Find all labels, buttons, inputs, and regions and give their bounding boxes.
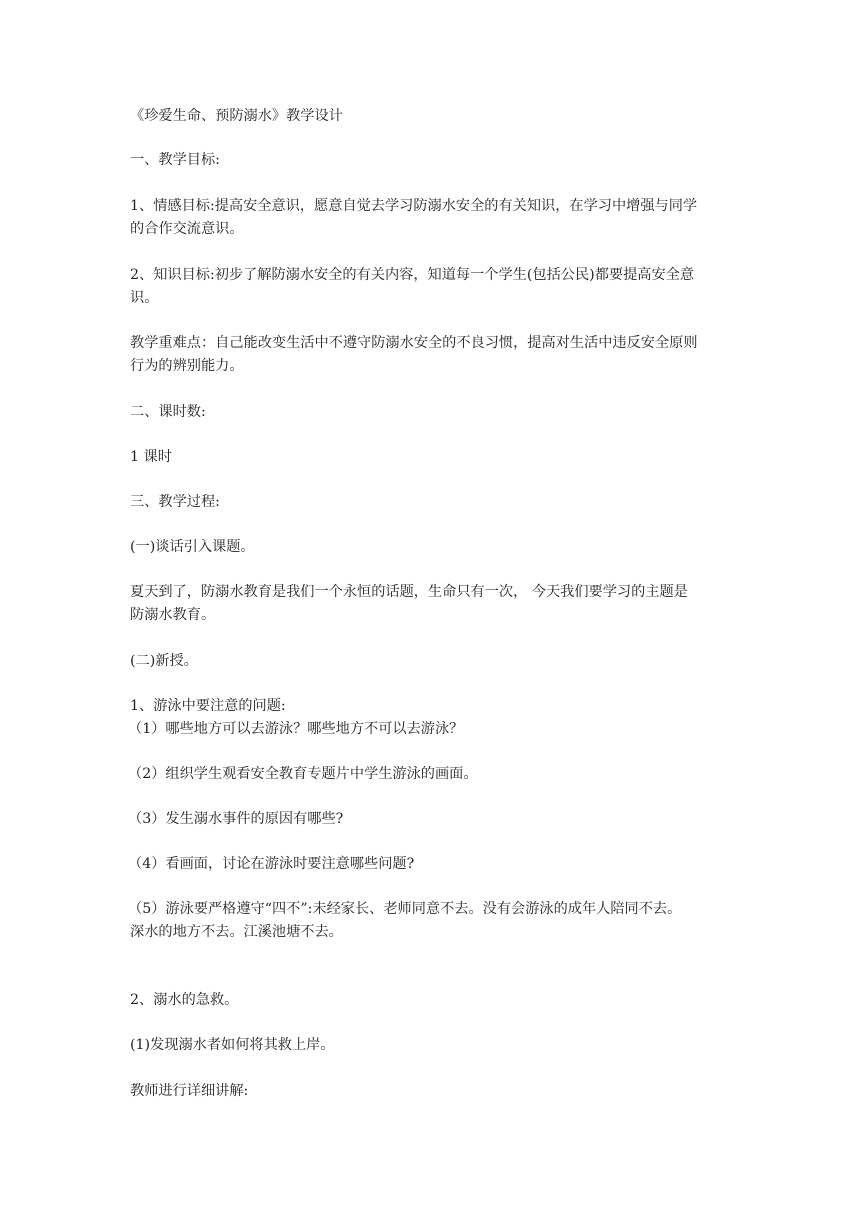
document-title: 《珍爱生命、预防溺水》教学设计	[130, 108, 343, 124]
swim-question-5-line1: （5）游泳要严格遵守“四不”:未经家长、老师同意不去。没有会游泳的成年人陪同不去。	[128, 901, 682, 917]
key-points-line1: 教学重难点：自己能改变生活中不遵守防溺水安全的不良习惯，提高对生活中违反安全原则	[130, 335, 698, 351]
new-lesson-heading: (二)新授。	[130, 653, 198, 669]
intro-heading: (一)谈话引入课题。	[130, 539, 255, 555]
hours-value: 1 课时	[130, 449, 172, 465]
goal1-line2: 的合作交流意识。	[130, 221, 244, 237]
swim-heading: 1、游泳中要注意的问题:	[130, 698, 286, 714]
teacher-note: 教师进行详细讲解:	[130, 1083, 249, 1099]
swim-question-2: （2）组织学生观看安全教育专题片中学生游泳的画面。	[128, 766, 478, 782]
rescue-heading: 2、溺水的急救。	[130, 992, 239, 1008]
key-points-line2: 行为的辨别能力。	[130, 358, 244, 374]
goal2-line1: 2、知识目标:初步了解防溺水安全的有关内容，知道每一个学生(包括公民)都要提高安全意	[130, 267, 695, 283]
intro-line2: 防溺水教育。	[130, 607, 216, 623]
swim-question-5-line2: 深水的地方不去。江溪池塘不去。	[130, 924, 343, 940]
goal2-line2: 识。	[130, 290, 159, 306]
swim-question-3: （3）发生溺水事件的原因有哪些?	[128, 811, 344, 827]
goals-heading: 一、教学目标:	[130, 152, 220, 168]
swim-question-1: （1）哪些地方可以去游泳？哪些地方不可以去游泳？	[128, 721, 464, 737]
goal1-line1: 1、情感目标:提高安全意识，愿意自觉去学习防溺水安全的有关知识，在学习中增强与同学	[130, 198, 698, 214]
hours-heading: 二、课时数:	[130, 404, 206, 420]
intro-line1: 夏天到了，防溺水教育是我们一个永恒的话题，生命只有一次， 今天我们要学习的主题是	[130, 584, 688, 600]
rescue-question-1: (1)发现溺水者如何将其救上岸。	[130, 1037, 335, 1053]
process-heading: 三、教学过程:	[130, 494, 220, 510]
swim-question-4: （4）看画面，讨论在游泳时要注意哪些问题?	[128, 856, 415, 872]
